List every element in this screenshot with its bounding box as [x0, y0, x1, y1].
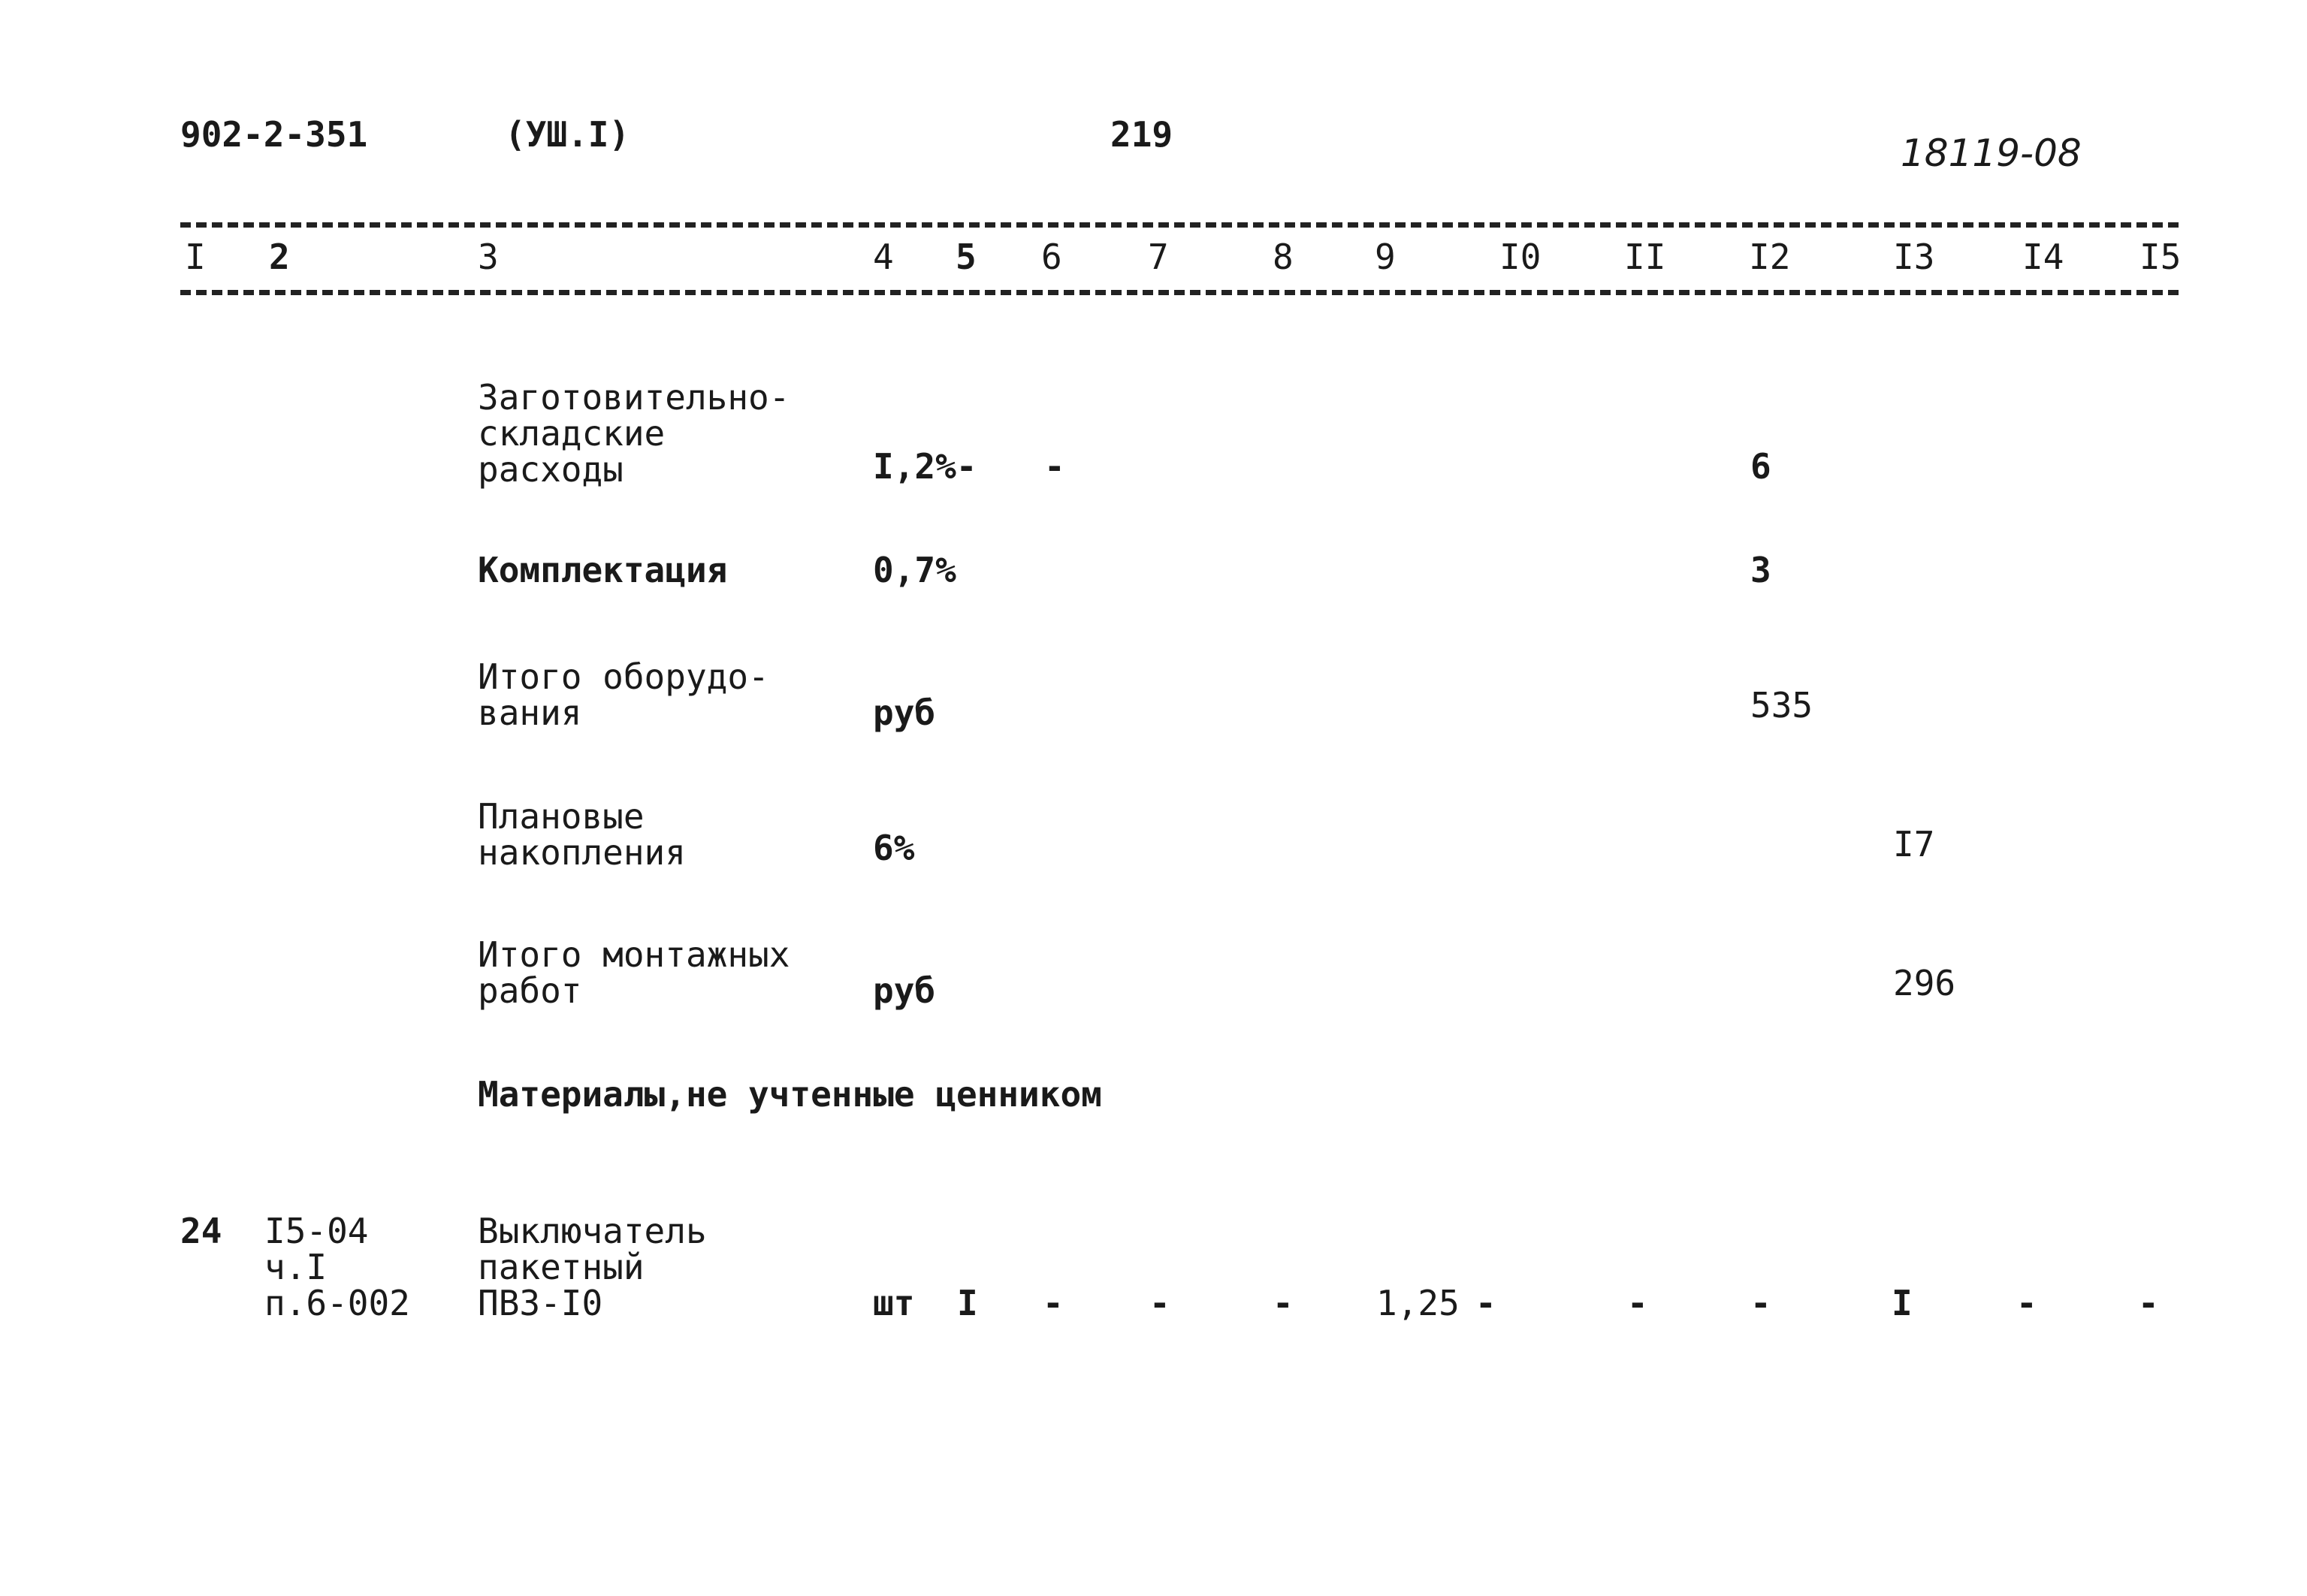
item-cell: I	[1892, 1283, 1913, 1323]
column-number: 8	[1273, 237, 1294, 277]
column-number: 7	[1148, 237, 1169, 277]
col12-value: 535	[1750, 685, 1813, 726]
item-number: 24	[180, 1211, 222, 1251]
item-cell: -	[1475, 1283, 1496, 1323]
rate-value: I,2%-	[873, 446, 977, 487]
row-name-line: Итого монтажных	[478, 934, 790, 975]
item-name-line: пакетный	[478, 1247, 645, 1287]
column-number: I2	[1749, 237, 1791, 277]
section-code: (УШ.I)	[505, 114, 630, 155]
item-code	[264, 1213, 410, 1321]
row-name-itogo-montazhnykh	[478, 934, 790, 1011]
row-name-line: расходы	[478, 449, 624, 490]
header-rule-top	[180, 222, 2179, 228]
row-name-line: Заготовительно-	[478, 377, 790, 418]
column-number: 3	[478, 237, 499, 277]
col12-value: 6	[1750, 446, 1771, 487]
item-unit: шт	[873, 1283, 915, 1323]
column-number: I	[185, 237, 206, 277]
item-code-line: п.6-002	[264, 1283, 410, 1323]
column-number: 2	[269, 237, 290, 277]
item-cell: -	[1627, 1283, 1648, 1323]
materials-heading: Материалы,не учтенные ценником	[478, 1074, 1102, 1115]
rate-value: 0,7%	[873, 550, 956, 590]
row-name-line: накопления	[478, 832, 686, 873]
column-number: I5	[2139, 237, 2182, 277]
row-name-line: вания	[478, 692, 582, 733]
header-rule-bottom	[180, 290, 2179, 295]
column-number: II	[1624, 237, 1666, 277]
page-number: 219	[1110, 114, 1173, 155]
item-cell: 1,25	[1376, 1283, 1460, 1323]
row-name-itogo-oborudovaniya	[478, 656, 769, 733]
handwritten-stamp: 18119-08	[1901, 131, 2082, 175]
row-name-line: Итого оборудо-	[478, 656, 769, 697]
document-code: 902-2-351	[180, 114, 368, 155]
item-cell: -	[2016, 1283, 2037, 1323]
unit-value: руб	[873, 970, 936, 1011]
col13-value: 296	[1893, 963, 1956, 1003]
row-name-line: складские	[478, 413, 666, 454]
column-number: 6	[1041, 237, 1062, 277]
item-code-line: ч.I	[264, 1247, 328, 1287]
column-number: 4	[873, 237, 894, 277]
item-cell: -	[2138, 1283, 2159, 1323]
item-cell: -	[1750, 1283, 1771, 1323]
unit-value: руб	[873, 692, 936, 733]
col12-value: 3	[1750, 550, 1771, 590]
column-number: I0	[1499, 237, 1542, 277]
col13-value: I7	[1893, 824, 1935, 864]
item-cell: -	[1043, 1283, 1064, 1323]
item-qty: I	[957, 1283, 978, 1323]
item-cell: -	[1149, 1283, 1170, 1323]
column-number: I3	[1893, 237, 1935, 277]
item-name	[478, 1213, 707, 1321]
dash-cell: -	[1044, 446, 1065, 487]
item-name-line: ПВЗ-I0	[478, 1283, 603, 1323]
column-number: 5	[956, 237, 977, 277]
row-name-zagotovitelno	[478, 377, 790, 490]
row-name-line: работ	[478, 970, 582, 1011]
rate-value: 6%	[873, 828, 915, 868]
row-name-line: Плановые	[478, 796, 645, 837]
item-name-line: Выключатель	[478, 1211, 707, 1251]
row-name-komplektatsiya: Комплектация	[478, 550, 728, 590]
item-cell: -	[1273, 1283, 1294, 1323]
column-number: 9	[1375, 237, 1396, 277]
row-name-planovye	[478, 796, 686, 873]
column-number: I4	[2022, 237, 2064, 277]
item-code-line: I5-04	[264, 1211, 369, 1251]
